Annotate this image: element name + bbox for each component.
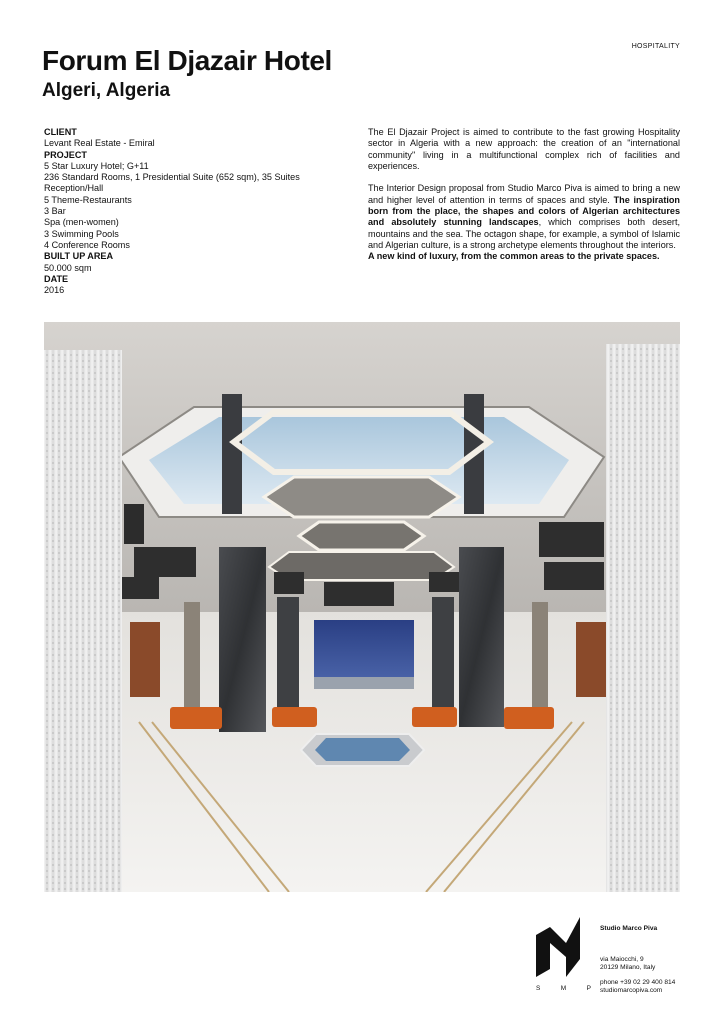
logo-letter: P (586, 985, 592, 992)
date-value: 2016 (44, 285, 65, 296)
page-title: Forum El Djazair Hotel (42, 45, 332, 76)
area-label: BUILT UP AREA (44, 251, 114, 262)
address-line-1: via Maiocchi, 9 (600, 956, 644, 964)
website-link[interactable]: studiomarcopiva.com (600, 986, 663, 994)
description-text: The Interior Design proposal from Studio Marco Piva is aimed to bring a new and higher level of attention in terms of spaces and style. (368, 183, 680, 205)
description-closing: A new kind of luxury, from the common areas to the private spaces. (368, 251, 660, 262)
logo-letters (536, 985, 592, 992)
project-line: Spa (men-women) (44, 217, 119, 228)
project-line: 3 Bar (44, 206, 66, 217)
page-subtitle: Algeri, Algeria (42, 80, 171, 101)
category-label: HOSPITALITY (631, 43, 680, 50)
client-label: CLIENT (44, 127, 77, 137)
logo-letter: S (536, 985, 542, 992)
project-line: Reception/Hall (44, 183, 104, 194)
area-value: 50.000 sqm (44, 262, 92, 273)
project-line: 5 Theme-Restaurants (44, 194, 132, 205)
description-paragraph-2 (368, 183, 680, 262)
project-line: 4 Conference Rooms (44, 239, 130, 250)
project-line: 5 Star Luxury Hotel; G+11 (44, 160, 149, 171)
project-label: PROJECT (44, 149, 87, 160)
lobby-render-image (44, 322, 680, 892)
address-line-2: 20129 Milano, Italy (600, 964, 656, 972)
studio-contact (600, 925, 675, 995)
project-description (368, 127, 680, 274)
date-label: DATE (44, 273, 69, 284)
project-line: 236 Standard Rooms, 1 Presidential Suite (652 sqm), 35 Suites (44, 172, 300, 183)
project-specs (44, 127, 334, 296)
description-text: , which comprises both desert, mountains and the sea. The octagon shape, for example, a symbol of Islamic and Algerian culture, is a strong archetype elements throughout the interiors. (368, 217, 680, 250)
smp-logo-icon (536, 917, 586, 993)
project-line: 3 Swimming Pools (44, 228, 119, 239)
description-paragraph-1: The El Djazair Project is aimed to contribute to the fast growing Hospitality sector in Algeria with a new approach: the creation of an "international community" living in a multifunctional complex rich of facilities and experiences. (368, 127, 680, 171)
studio-name: Studio Marco Piva (600, 925, 658, 932)
client-value: Levant Real Estate - Emiral (44, 138, 155, 149)
description-highlight: The inspiration born from the place, the shapes and colors of Algerian architectures and absolutely stunning landscapes (368, 194, 680, 228)
phone-number: phone +39 02 29 400 814 (600, 978, 676, 986)
logo-letter: M (560, 985, 568, 992)
